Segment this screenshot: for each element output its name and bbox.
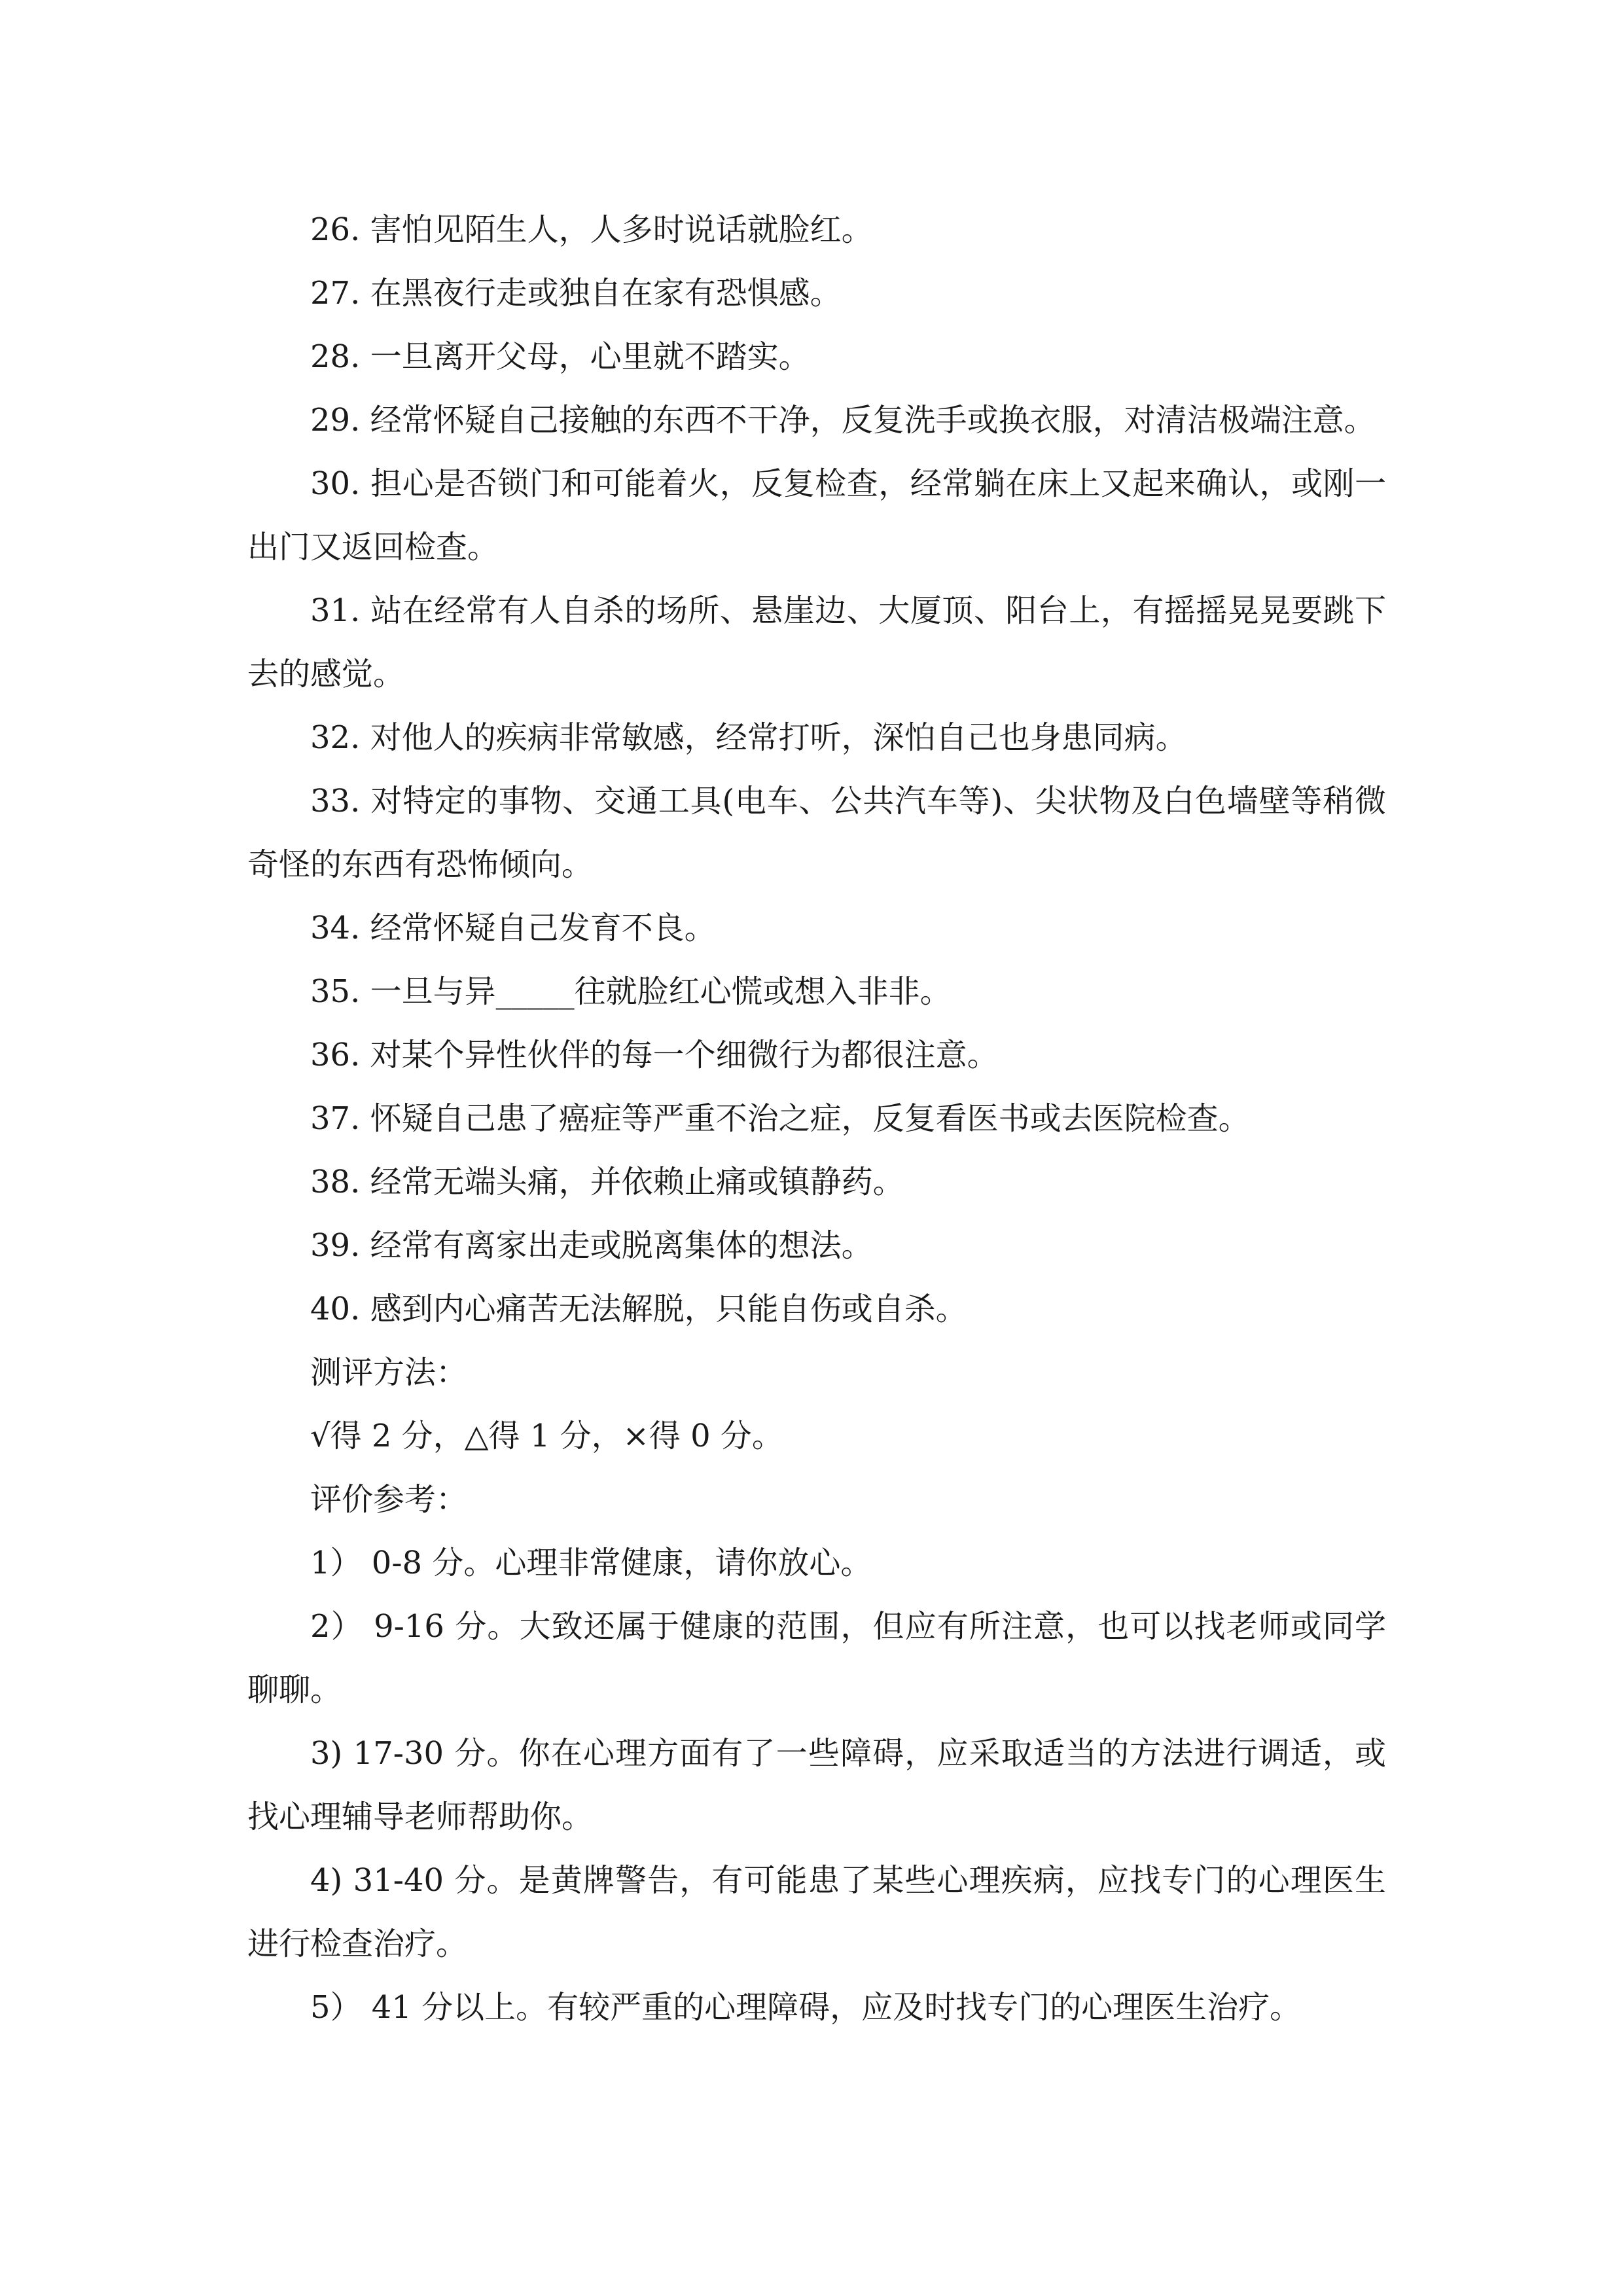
question-34: 34. 经常怀疑自己发育不良。 (310, 910, 716, 946)
question-40: 40. 感到内心痛苦无法解脱，只能自伤或自杀。 (310, 1291, 967, 1327)
question-33: 33. 对特定的事物、交通工具(电车、公共汽车等)、尖状物及白色墙壁等稍微奇怪的东西有恐怖倾向。 (247, 783, 1386, 883)
evaluation-level-5: 5） 41 分以上。有较严重的心理障碍，应及时找专门的心理医生治疗。 (310, 1989, 1302, 2026)
document-body (247, 198, 1386, 2039)
question-36: 36. 对某个异性伙伴的每一个细微行为都很注意。 (310, 1037, 999, 1073)
question-35: 35. 一旦与异_____往就脸红心慌或想入非非。 (310, 973, 952, 1010)
question-38: 38. 经常无端头痛，并依赖止痛或镇静药。 (310, 1164, 904, 1200)
evaluation-level-1: 1） 0-8 分。心理非常健康，请你放心。 (310, 1545, 872, 1581)
question-37: 37. 怀疑自己患了癌症等严重不治之症，反复看医书或去医院检查。 (310, 1100, 1250, 1137)
question-31: 31. 站在经常有人自杀的场所、悬崖边、大厦顶、阳台上，有摇摇晃晃要跳下去的感觉。 (247, 592, 1386, 692)
evaluation-heading: 评价参考： (310, 1481, 468, 1518)
evaluation-level-4: 4) 31-40 分。是黄牌警告，有可能患了某些心理疾病，应找专门的心理医生进行检查治疗。 (247, 1862, 1386, 1962)
question-29: 29. 经常怀疑自己接触的东西不干净，反复洗手或换衣服，对清洁极端注意。 (310, 402, 1376, 439)
question-32: 32. 对他人的疾病非常敏感，经常打听，深怕自己也身患同病。 (310, 719, 1187, 756)
evaluation-level-2: 2） 9-16 分。大致还属于健康的范围，但应有所注意，也可以找老师或同学聊聊。 (247, 1608, 1386, 1708)
question-27: 27. 在黑夜行走或独自在家有恐惧感。 (310, 275, 842, 312)
scoring-rule: √得 2 分，△得 1 分，×得 0 分。 (310, 1418, 783, 1454)
evaluation-level-3: 3) 17-30 分。你在心理方面有了一些障碍，应采取适当的方法进行调适，或找心理辅导老师帮助你。 (247, 1735, 1386, 1835)
question-30: 30. 担心是否锁门和可能着火，反复检查，经常躺在床上又起来确认，或刚一出门又返回检查。 (247, 465, 1386, 565)
question-28: 28. 一旦离开父母，心里就不踏实。 (310, 338, 810, 375)
question-26: 26. 害怕见陌生人，人多时说话就脸红。 (310, 211, 873, 248)
method-heading: 测评方法： (310, 1354, 468, 1391)
question-39: 39. 经常有离家出走或脱离集体的想法。 (310, 1227, 873, 1264)
